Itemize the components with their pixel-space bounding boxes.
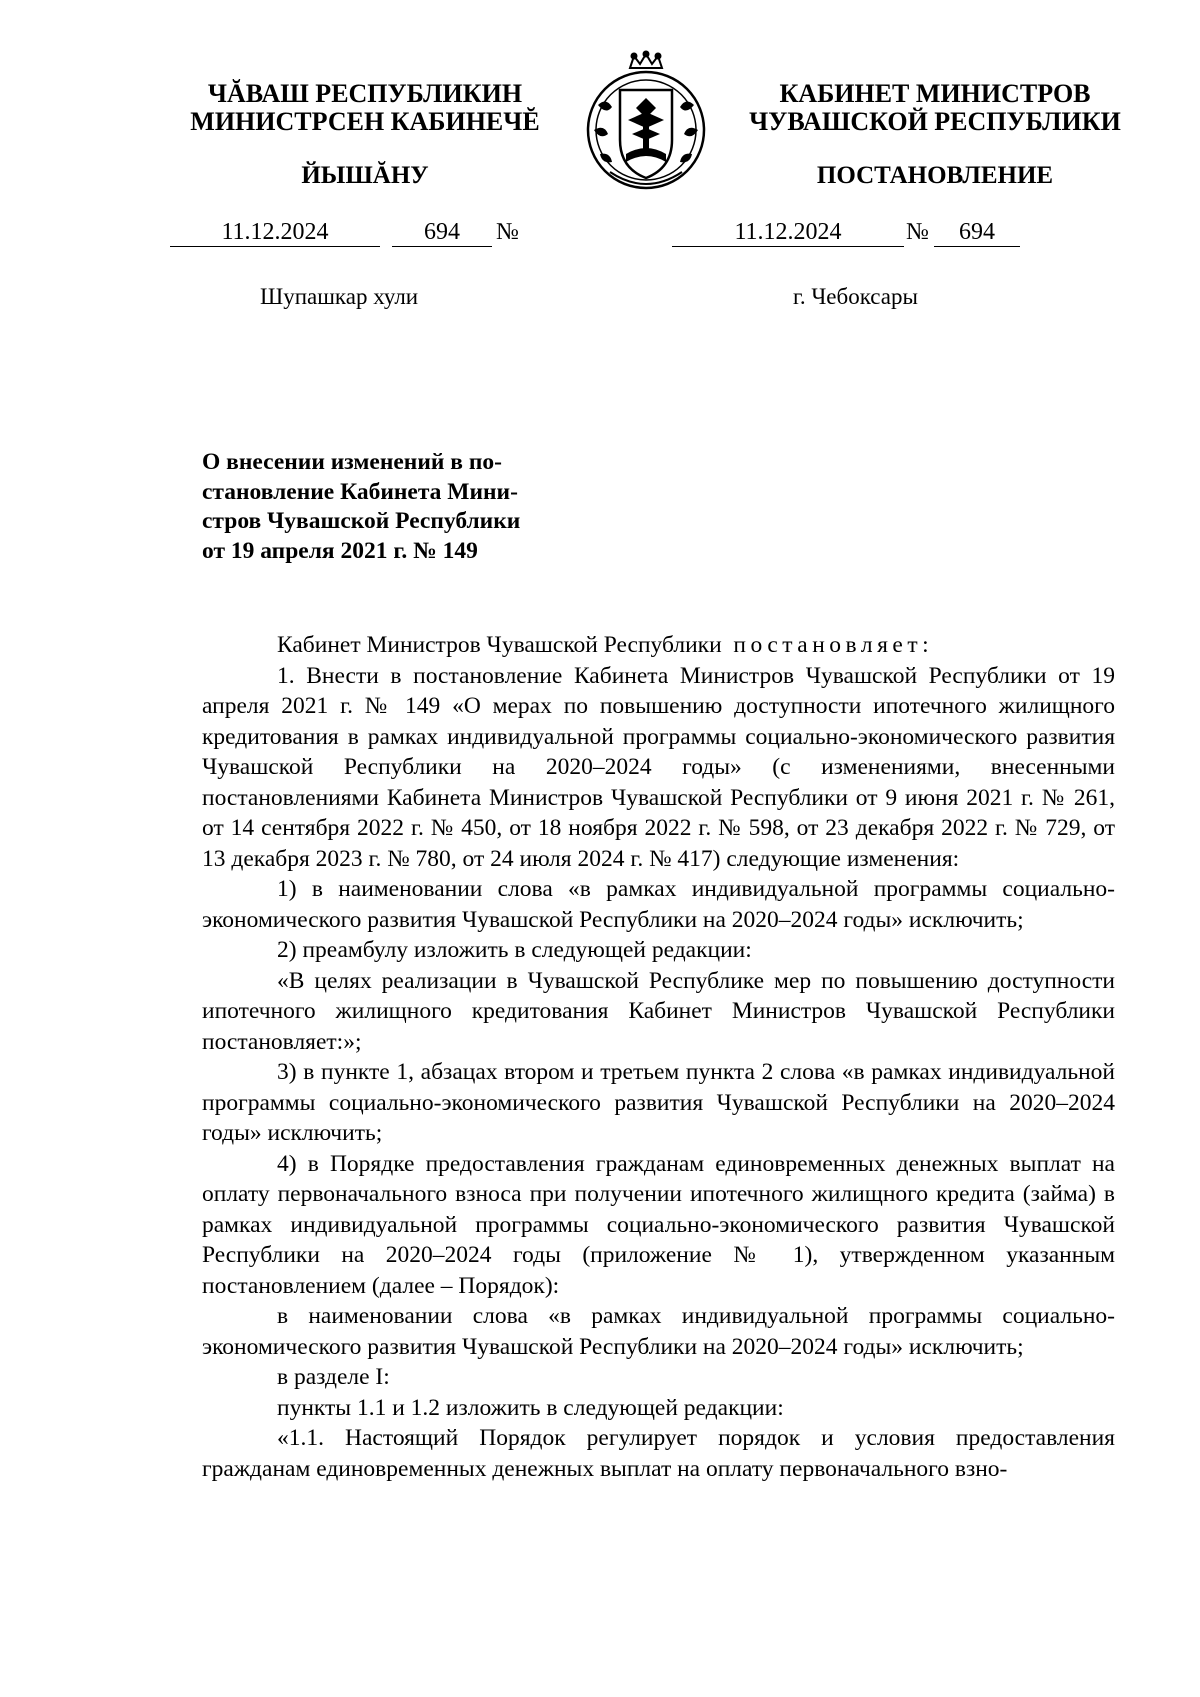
document-title-line: от 19 апреля 2021 г. № 149 (202, 537, 478, 564)
date-field-right: 11.12.2024 (672, 218, 904, 247)
intro-spaced: постановляет (733, 632, 923, 658)
body-paragraph: в наименовании слова «в рамках индивидуальной программы социально-экономического развития Чувашской Республики на 2020–2024 годы» исключить; (202, 1303, 1115, 1360)
document-title-line: О внесении изменений в по- (202, 449, 502, 475)
intro-paragraph (202, 630, 1115, 661)
issuer-russian-line2: ЧУВАШСКОЙ РЕСПУБЛИКИ (749, 107, 1121, 136)
intro-prefix: Кабинет Министров Чувашской Республики (277, 632, 722, 658)
body-paragraph: пункты 1.1 и 1.2 изложить в следующей редакции: (277, 1394, 784, 1421)
body-paragraph: 4) в Порядке предоставления гражданам единовременных денежных выплат на оплату первоначального взноса при получении ипотечного жилищного кредита (займа) в рамках индивидуальной программы социально-экономического развития Чувашской Республики на 2020–2024 годы (приложение № 1), утвержденном указанным постановлением (далее – Порядок): (202, 1150, 1115, 1299)
intro-suffix: : (922, 632, 929, 658)
body-paragraph: «В целях реализации в Чувашской Республике мер по повышению доступности ипотечного жилищного кредитования Кабинет Министров Чувашской Республики постановляет:»; (202, 967, 1115, 1055)
number-field-right: 694 (934, 218, 1020, 247)
body-paragraph: в разделе I: (277, 1364, 390, 1390)
number-sign-left: № (496, 219, 519, 245)
body-paragraph: «1.1. Настоящий Порядок регулирует порядок и условия предоставления гражданам единовременных денежных выплат на оплату первоначального взно- (202, 1425, 1115, 1482)
issuer-russian (735, 80, 1135, 136)
document-body (202, 630, 1115, 1484)
body-paragraph: 1) в наименовании слова «в рамках индивидуальной программы социально-экономического развития Чувашской Республики на 2020–2024 годы» исключить; (202, 876, 1115, 933)
number-sign-right: № (906, 219, 929, 245)
place-chuvash: Шупашкар хули (260, 284, 419, 309)
body-paragraph: 2) преамбулу изложить в следующей редакции: (277, 937, 752, 963)
number-field-left: 694 (392, 218, 492, 247)
document-title-line: стров Чувашской Республики (202, 508, 521, 534)
issuer-chuvash-line1: ЧĂВАШ РЕСПУБЛИКИН (207, 79, 523, 108)
document-title (202, 448, 572, 566)
issuer-chuvash-line2: МИНИСТРСЕН КАБИНЕЧĔ (190, 107, 540, 136)
date-field-left: 11.12.2024 (170, 218, 380, 247)
body-paragraph: 3) в пункте 1, абзацах втором и третьем пункта 2 слова «в рамках индивидуальной программы социально-экономического развития Чувашской Республики на 2020–2024 годы» исключить; (202, 1059, 1115, 1146)
body-paragraph: 1. Внести в постановление Кабинета Министров Чувашской Республики от 19 апреля 2021 г. № 149 «О мерах по повышению доступности ипотечного жилищного кредитования в рамках индивидуальной программы социально-экономического развития Чувашской Республики на 2020–2024 годы» (с изменениями, внесенными постановлениями Кабинета Министров Чувашской Республики от 9 июня 2021 г. № 261, от 14 сентября 2022 г. № 450, от 18 ноября 2022 г. № 598, от 23 декабря 2022 г. № 729, от 13 декабря 2023 г. № 780, от 24 июля 2024 г. № 417) следующие изменения: (202, 662, 1115, 872)
issuer-chuvash (160, 80, 570, 136)
place-russian: г. Чебоксары (793, 284, 918, 309)
issuer-russian-line1: КАБИНЕТ МИНИСТРОВ (779, 79, 1091, 108)
doc-type-chuvash: ЙЫШĂНУ (301, 162, 429, 189)
coat-of-arms-icon (580, 50, 712, 200)
doc-type-russian: ПОСТАНОВЛЕНИЕ (816, 162, 1054, 189)
document-title-line: становление Кабинета Мини- (202, 478, 518, 505)
